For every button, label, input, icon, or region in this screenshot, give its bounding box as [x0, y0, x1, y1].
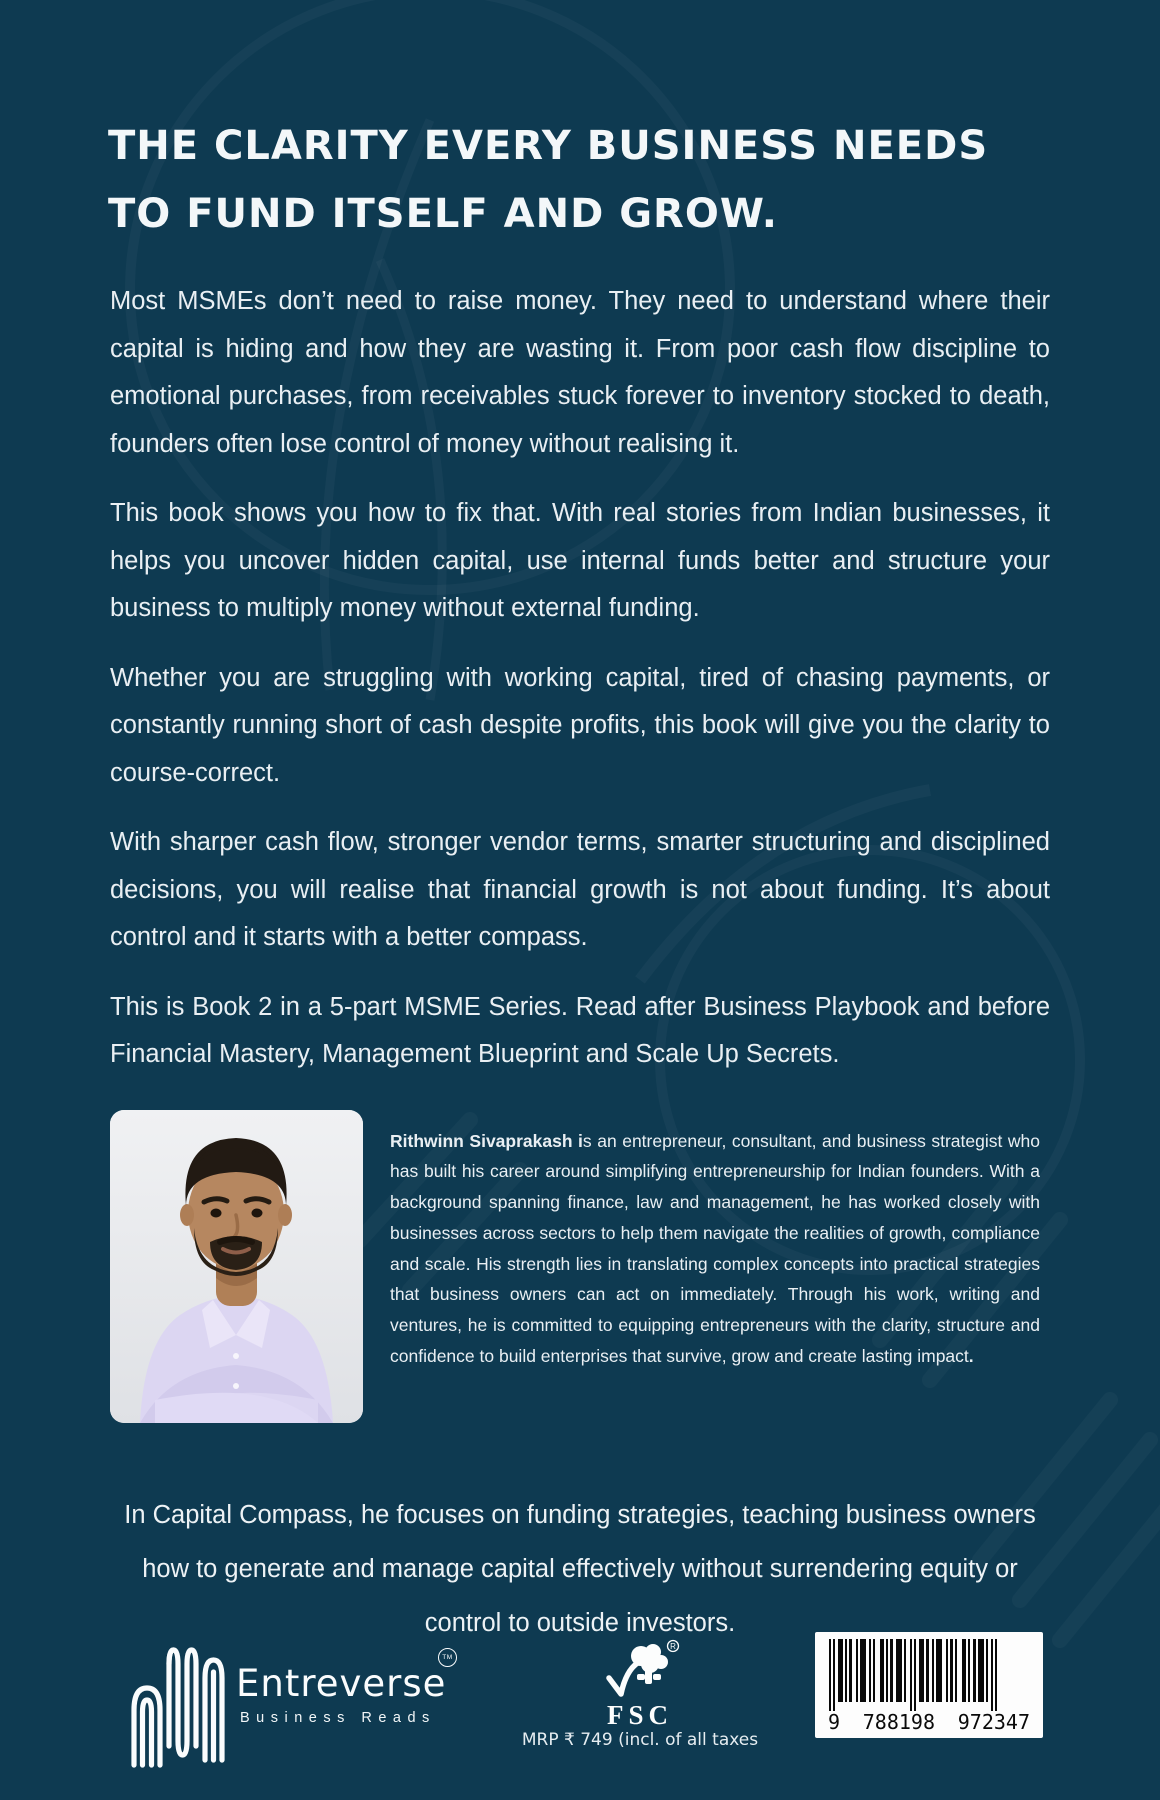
barcode-digits [825, 1711, 1033, 1733]
registered-icon: R [670, 1642, 676, 1651]
barcode-digit-group: 788198 [860, 1711, 938, 1733]
trademark-icon: TM [438, 1648, 457, 1667]
barcode-digit-group: 972347 [955, 1711, 1033, 1733]
body-paragraph: This is Book 2 in a 5-part MSME Series. Read after Business Playbook and before Financial Mastery, Management Blueprint and Scale Up Secrets. [110, 992, 1050, 1068]
publisher-name: Entreverse [236, 1662, 447, 1705]
author-name: Rithwinn Sivaprakash i [390, 1130, 583, 1151]
headline [108, 112, 1048, 248]
closing-paragraph: In Capital Compass, he focuses on funding strategies, teaching business owners how to generate and manage capital effectively without surrendering equity or control to outside investors. [124, 1500, 1036, 1637]
author-photo [110, 1110, 363, 1423]
fsc-label: FSC [606, 1700, 673, 1730]
body-paragraph: Most MSMEs don’t need to raise money. They need to understand where their capital is hiding and how they are wasting it. From poor cash flow discipline to emotional purchases, from receivables stuck forever to inventory stocked to death, founders often lose control of money without realising it. [110, 287, 1050, 458]
publisher-logo [128, 1632, 468, 1772]
author-portrait-illustration [110, 1110, 363, 1423]
headline-line-1: THE CLARITY EVERY BUSINESS NEEDS [108, 123, 989, 169]
publisher-tagline: Business Reads [240, 1710, 436, 1726]
check-tree-icon [595, 1638, 685, 1702]
author-bio-end: . [968, 1346, 974, 1367]
headline-line-2: TO FUND ITSELF AND GROW. [108, 191, 778, 237]
body-paragraph: With sharper cash flow, stronger vendor terms, smarter structuring and disciplined decisions, you will realise that financial growth is not about funding. It’s about control and it starts with a better compass. [110, 828, 1050, 951]
author-bio [390, 1126, 1040, 1372]
fsc-logo [540, 1638, 740, 1731]
stacked-books-icon [128, 1638, 228, 1768]
mrp-text: MRP ₹ 749 (incl. of all taxes [521, 1730, 759, 1750]
barcode-digit-group: 9 [825, 1711, 843, 1733]
body-paragraph: Whether you are struggling with working capital, tired of chasing payments, or constantly running short of cash despite profits, this book will give you the clarity to course-correct. [110, 663, 1050, 787]
author-bio-text: s an entrepreneur, consultant, and business strategist who has built his career around simplifying entrepreneurship for Indian founders. With a background spanning finance, law and management, he has worked closely with businesses across sectors to help them navigate the realities of growth, compliance and scale. His strength lies in translating complex concepts into practical strategies that business owners can act on immediately. Through his work, writing and ventures, he is committed to equipping entrepreneurs with the clarity, structure and confidence to build enterprises that survive, grow and create lasting impact [390, 1130, 1040, 1367]
body-paragraph: This book shows you how to fix that. With real stories from Indian businesses, it helps you uncover hidden capital, use internal funds better and structure your business to multiply money without external funding. [110, 499, 1050, 622]
body-copy [110, 278, 1050, 1101]
barcode [815, 1632, 1043, 1738]
